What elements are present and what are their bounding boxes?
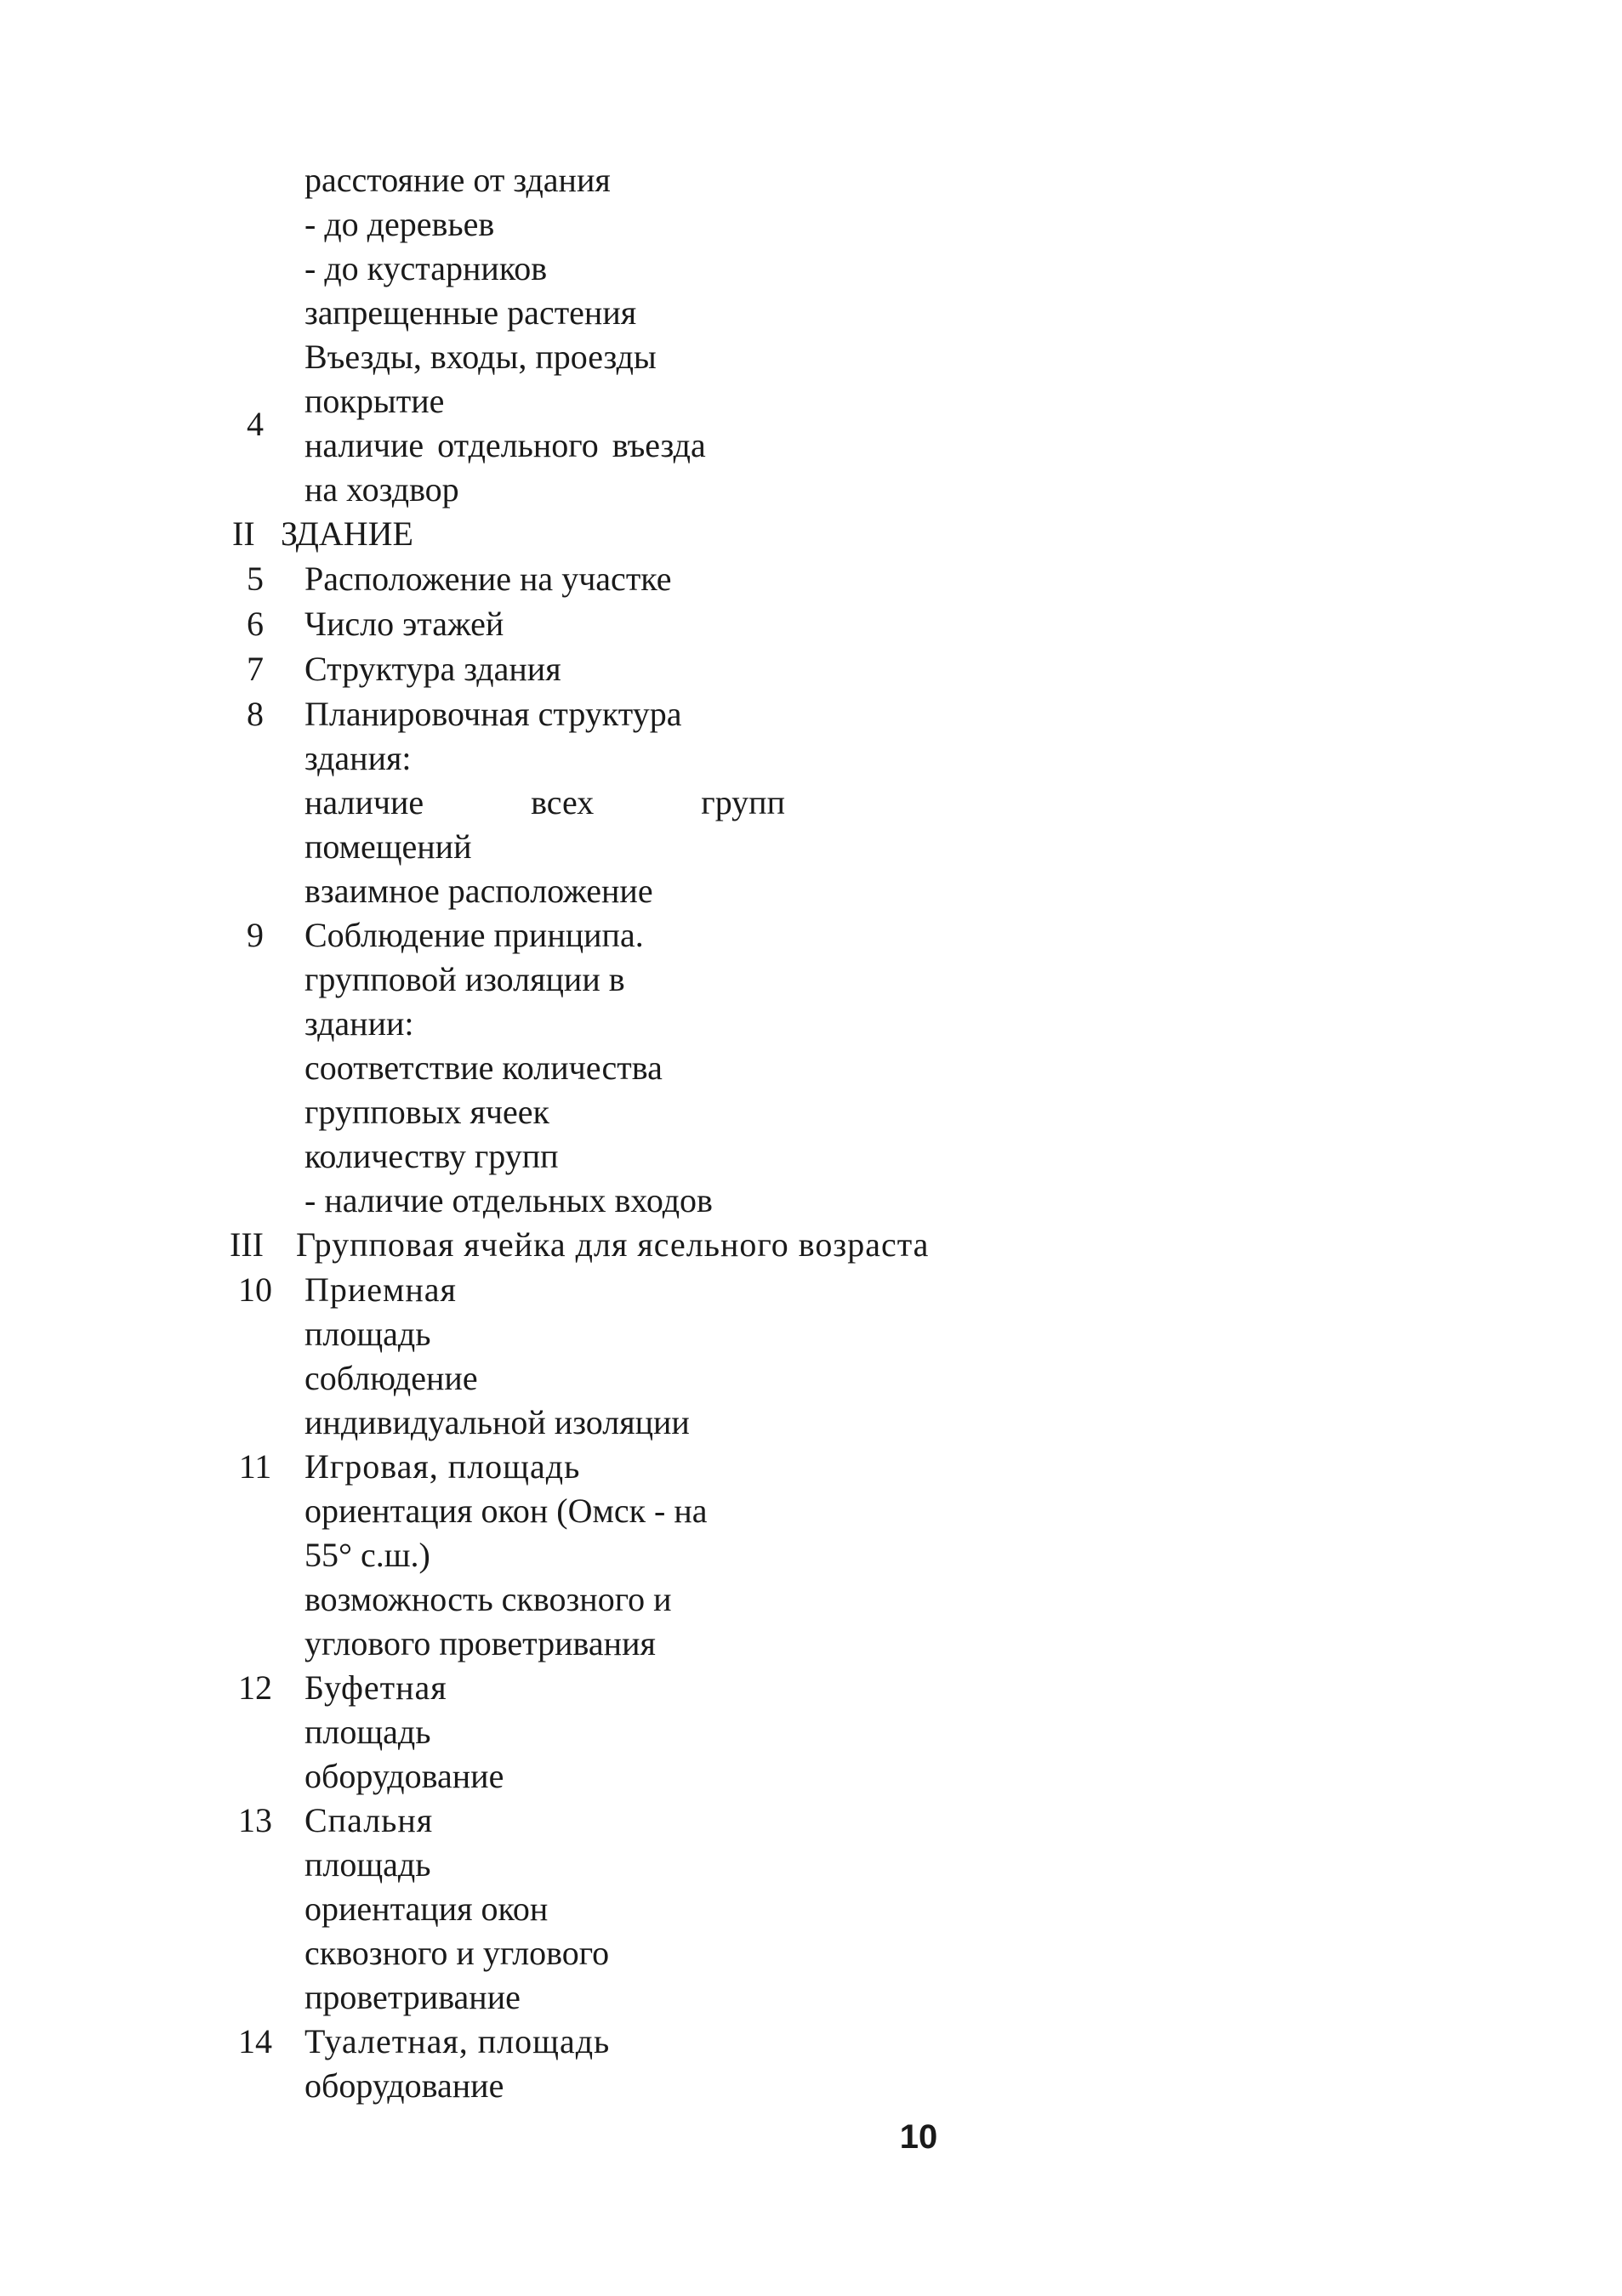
line-text: 55° с.ш.) <box>304 1536 430 1574</box>
section-heading <box>0 1223 1622 1267</box>
line-text: количеству групп <box>304 1137 559 1175</box>
text-line <box>0 1887 1622 1931</box>
section-heading <box>0 512 1622 556</box>
word: групп <box>701 783 785 821</box>
text-line <box>0 158 1622 202</box>
line-text: групповых ячеек <box>304 1093 549 1131</box>
text-line <box>0 291 1622 335</box>
text-line <box>0 1401 1622 1445</box>
section-numeral: III <box>230 1225 264 1264</box>
section-title: Групповая ячейка для ясельного возраста <box>296 1225 930 1264</box>
text-line <box>0 1533 1622 1577</box>
line-text: сквозного и углового <box>304 1934 610 1972</box>
text-line <box>0 423 1622 468</box>
item-number: 8 <box>247 695 264 733</box>
line-text: оборудование <box>304 1757 504 1795</box>
list-item <box>0 2020 1622 2064</box>
justified-line <box>304 781 785 825</box>
text-line <box>0 335 1622 379</box>
line-text: здании: <box>304 1004 414 1043</box>
item-text: Спальня <box>304 1801 434 1839</box>
text-line <box>0 1312 1622 1356</box>
line-text: индивидуальной изоляции <box>304 1403 690 1441</box>
item-number: 7 <box>247 650 264 688</box>
line-text: площадь <box>304 1713 431 1751</box>
line-text: покрытие <box>304 382 445 420</box>
line-text: соответствие количества <box>304 1049 663 1087</box>
text-line <box>0 781 1622 825</box>
item-number: 9 <box>247 916 264 954</box>
line-text: - наличие отдельных входов <box>304 1181 713 1219</box>
section-title: ЗДАНИЕ <box>281 514 413 553</box>
list-item <box>0 557 1622 601</box>
list-item <box>0 913 1622 958</box>
line-text: на хоздвор <box>304 470 459 509</box>
text-line <box>0 247 1622 291</box>
item-number: 14 <box>238 2022 272 2060</box>
list-item <box>0 1268 1622 1312</box>
list-item <box>0 1799 1622 1843</box>
line-text: соблюдение <box>304 1359 478 1397</box>
text-line <box>0 958 1622 1002</box>
item-text: Туалетная, площадь <box>304 2022 611 2060</box>
text-line <box>0 1975 1622 2020</box>
line-text: площадь <box>304 1315 431 1353</box>
item-number: 11 <box>238 1447 272 1486</box>
line-text: наличие отдельного въезда <box>304 426 706 464</box>
word: всех <box>531 783 595 821</box>
text-line <box>0 1356 1622 1401</box>
line-text: групповой изоляции в <box>304 960 625 998</box>
text-line <box>0 736 1622 781</box>
list-item <box>0 1445 1622 1489</box>
line-text: площадь <box>304 1845 431 1884</box>
item-number: 6 <box>247 605 264 643</box>
list-item <box>0 1666 1622 1710</box>
item-number: 5 <box>247 560 264 598</box>
line-text: взаимное расположение <box>304 872 653 910</box>
item-number: 12 <box>238 1668 272 1707</box>
line-text: - до кустарников <box>304 249 548 287</box>
line-text: ориентация окон <box>304 1890 549 1928</box>
text-line <box>0 1046 1622 1090</box>
line-text: запрещенные растения <box>304 293 637 332</box>
item-text: Приемная <box>304 1270 457 1309</box>
text-line <box>0 1134 1622 1179</box>
list-item <box>0 602 1622 646</box>
text-line <box>0 1090 1622 1134</box>
page-number: 10 <box>899 2118 938 2156</box>
item-number: 13 <box>238 1801 272 1839</box>
item-number: 10 <box>238 1270 272 1309</box>
line-text: Въезды, входы, проезды <box>304 338 657 376</box>
text-line <box>0 2064 1622 2108</box>
text-line <box>0 1622 1622 1666</box>
text-line <box>0 869 1622 913</box>
text-line <box>0 1754 1622 1799</box>
line-text: ориентация окон (Омск - на <box>304 1492 708 1530</box>
line-text: - до деревьев <box>304 205 495 243</box>
line-text: возможность сквозного и <box>304 1580 672 1618</box>
line-text: проветривание <box>304 1978 521 2016</box>
text-line <box>0 202 1622 247</box>
text-line <box>0 1710 1622 1754</box>
list-item <box>0 692 1622 736</box>
text-line <box>0 825 1622 869</box>
line-text: расстояние от здания <box>304 161 611 199</box>
item-text: Структура здания <box>304 650 561 688</box>
item-text: Буфетная <box>304 1668 447 1707</box>
text-line <box>0 1179 1622 1223</box>
line-text: здания: <box>304 739 412 777</box>
item-text: Планировочная структура <box>304 695 682 733</box>
item-number: 4 <box>247 405 264 443</box>
item-text: Соблюдение принципа. <box>304 916 644 954</box>
item-text: Игровая, площадь <box>304 1447 581 1486</box>
text-line <box>0 1577 1622 1622</box>
item-text: Расположение на участке <box>304 560 672 598</box>
text-line <box>0 1002 1622 1046</box>
line-text: углового проветривания <box>304 1624 656 1662</box>
text-line <box>0 1931 1622 1975</box>
item-text: Число этажей <box>304 605 504 643</box>
text-line <box>0 1843 1622 1887</box>
list-item <box>0 647 1622 691</box>
section-numeral: II <box>232 514 255 553</box>
text-line <box>0 1489 1622 1533</box>
line-text: помещений <box>304 827 472 866</box>
line-text: оборудование <box>304 2066 504 2105</box>
text-line <box>0 468 1622 512</box>
word: наличие <box>304 783 424 821</box>
